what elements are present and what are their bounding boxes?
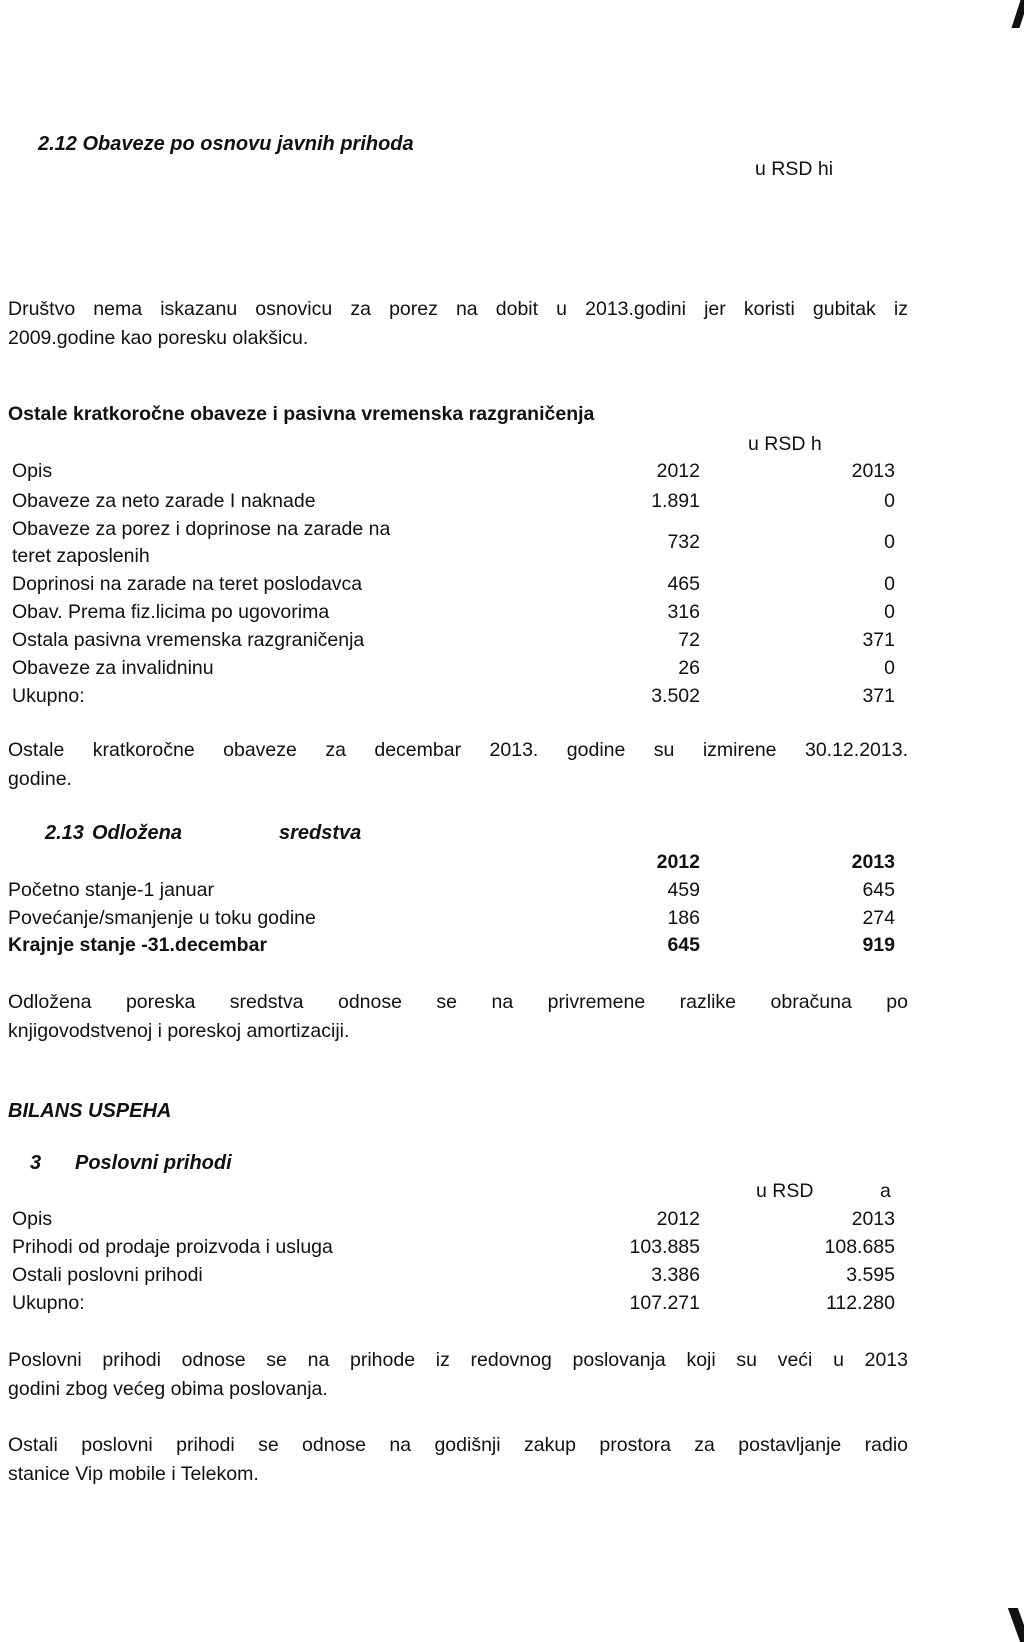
table-header-2013: 2013 — [851, 460, 895, 482]
table-row-2013: 0 — [884, 573, 895, 595]
other-liabilities-note-line1: Ostale kratkoročne obaveze za decembar 2013. godine su izmirene 30.12.2013. — [8, 739, 908, 761]
table-row-2012: 103.885 — [629, 1236, 700, 1258]
table-row-label: Doprinosi na zarade na teret poslodavca — [12, 573, 363, 595]
table-row-2012: 316 — [667, 601, 700, 623]
table-row-2013: 3.595 — [846, 1264, 895, 1286]
section-2-12-title: 2.12 Obaveze po osnovu javnih prihoda — [38, 133, 414, 155]
table-row-2013: 274 — [862, 907, 895, 929]
table-row-2013: 0 — [884, 657, 895, 679]
table-total-2013: 919 — [862, 934, 895, 956]
table-row-2013: 108.685 — [824, 1236, 895, 1258]
section-2-13-title-num: 2.13 — [45, 822, 84, 844]
section-3-unit: u RSD — [756, 1180, 814, 1202]
table-row-label: Ostala pasivna vremenska razgraničenja — [12, 629, 365, 651]
table-row-2013: 371 — [862, 629, 895, 651]
section-3-unit-suffix: a — [880, 1180, 891, 1202]
table-row-label: Prihodi od prodaje proizvoda i usluga — [12, 1236, 333, 1258]
section-2-13-title-word2: sredstva — [279, 822, 362, 844]
section-3-note1-line1: Poslovni prihodi odnose se na prihode iz redovnog poslovanja koji su veći u 2013 — [8, 1349, 908, 1371]
table-header-2013: 2013 — [851, 851, 895, 873]
table-header-label: Opis — [12, 460, 53, 482]
table-header-2012: 2012 — [656, 460, 700, 482]
table-row-2013: 0 — [884, 601, 895, 623]
table-total-2012: 3.502 — [651, 685, 700, 707]
table-total-2013: 371 — [862, 685, 895, 707]
section-3-note1-line2: godini zbog većeg obima poslovanja. — [8, 1378, 328, 1400]
table-header-2013: 2013 — [851, 1208, 895, 1230]
table-row-2012: 465 — [667, 573, 700, 595]
table-row-label: Obav. Prema fiz.licima po ugovorima — [12, 601, 330, 623]
section-2-13-note-line1: Odložena poreska sredstva odnose se na privremene razlike obračuna po — [8, 991, 908, 1013]
table-row-label-line2: teret zaposlenih — [12, 545, 150, 567]
section-3-note2-line2: stanice Vip mobile i Telekom. — [8, 1463, 259, 1485]
table-row-2013: 0 — [884, 531, 895, 553]
section-2-12-note-line1: Društvo nema iskazanu osnovicu za porez na dobit u 2013.godini jer koristi gubitak iz — [8, 298, 908, 320]
table-row-label: Ostali poslovni prihodi — [12, 1264, 203, 1286]
table-row-2012: 732 — [667, 531, 700, 553]
other-liabilities-note-line2: godine. — [8, 768, 72, 790]
table-row-label: Obaveze za neto zarade I naknade — [12, 490, 316, 512]
table-row-2012: 72 — [678, 629, 700, 651]
table-row-2012: 3.386 — [651, 1264, 700, 1286]
table-total-label: Krajnje stanje -31.decembar — [8, 934, 268, 956]
section-2-12-unit: u RSD hi — [755, 158, 834, 180]
other-liabilities-unit: u RSD h — [748, 433, 822, 455]
table-row-2012: 26 — [678, 657, 700, 679]
table-total-2012: 107.271 — [629, 1292, 700, 1314]
table-header-2012: 2012 — [656, 851, 700, 873]
section-3-note2-line1: Ostali poslovni prihodi se odnose na godišnji zakup prostora za postavljanje radio — [8, 1434, 908, 1456]
table-row-2012: 186 — [667, 907, 700, 929]
table-total-2012: 645 — [667, 934, 700, 956]
table-total-2013: 112.280 — [825, 1292, 895, 1314]
section-2-13-note-line2: knjigovodstvenoj i poreskoj amortizaciji. — [8, 1020, 350, 1042]
section-2-12-note-line2: 2009.godine kao poresku olakšicu. — [8, 327, 309, 349]
section-3-number: 3 — [30, 1152, 42, 1174]
table-row-2013: 645 — [862, 879, 895, 901]
table-row-label: Povećanje/smanjenje u toku godine — [8, 907, 316, 929]
table-header-label: Opis — [12, 1208, 53, 1230]
table-row-2012: 1.891 — [651, 490, 700, 512]
income-statement-title: BILANS USPEHA — [8, 1100, 172, 1122]
table-header-2012: 2012 — [656, 1208, 700, 1230]
scan-edge-mark-bottom — [1008, 1608, 1024, 1642]
table-row-label: Obaveze za invalidninu — [12, 657, 214, 679]
scan-edge-mark-top — [1011, 0, 1024, 28]
table-total-label: Ukupno: — [12, 685, 85, 707]
table-row-2012: 459 — [667, 879, 700, 901]
table-total-label: Ukupno: — [12, 1292, 85, 1314]
table-row-label: Početno stanje-1 januar — [8, 879, 214, 901]
table-row-label-line1: Obaveze za porez i doprinose na zarade na — [12, 518, 391, 540]
section-2-13-title-word1: Odložena — [92, 822, 183, 844]
other-liabilities-title: Ostale kratkoročne obaveze i pasivna vremenska razgraničenja — [8, 403, 595, 425]
section-3-title: Poslovni prihodi — [75, 1152, 232, 1174]
table-row-2013: 0 — [884, 490, 895, 512]
